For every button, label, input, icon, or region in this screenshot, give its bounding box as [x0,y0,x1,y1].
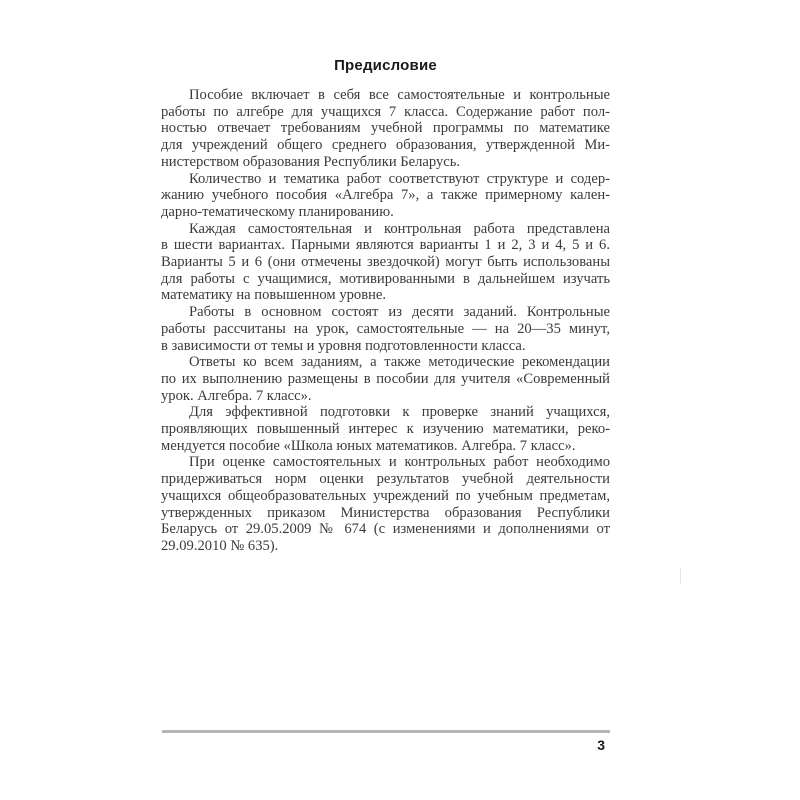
text-line: нистерством образования Республики Беларусь. [161,153,461,170]
text-line: Беларусь от 29.05.2009 № 674 (с изменениями и дополнениями от [161,521,610,538]
text-line: учащихся общеобразовательных учреждений по учебным предметам, [161,487,610,504]
text-line: 29.09.2010 № 635). [161,537,279,554]
footer-rule [162,730,610,733]
text-line: При оценке самостоятельных и контрольных работ необходимо [189,454,610,471]
paragraph [161,354,610,404]
text-line: жанию учебного пособия «Алгебра 7», а также примерному кален- [161,187,610,204]
text-line: для работы с учащимися, мотивированными в дальнейшем изучать [161,270,610,287]
text-line: Пособие включает в себя все самостоятельные и контрольные [189,87,610,103]
text-line: Для эффективной подготовки к проверке знаний учащихся, [189,404,610,421]
text-line: Ответы ко всем заданиям, а также методические рекомендации [189,354,610,371]
paragraph [161,87,610,171]
text-line: Каждая самостоятельная и контрольная работа представлена [189,220,610,237]
text-line: Работы в основном состоят из десяти заданий. Контрольные [189,304,610,321]
paragraph [161,304,610,354]
text-line: работы по алгебре для учащихся 7 класса. Содержание работ пол- [161,103,610,120]
paragraph [161,454,610,554]
text-line: проявляющих повышенный интерес к изучению математики, реко- [161,421,610,438]
page-edge-mark [680,568,681,584]
text-line: в зависимости от темы и уровня подготовленности класса. [161,337,526,354]
text-line: для учреждений общего среднего образования, утвержденной Ми- [161,137,610,154]
text-line: урок. Алгебра. 7 класс». [161,387,312,404]
text-line: утвержденных приказом Министерства образования Республики [161,504,610,521]
text-line: работы рассчитаны на урок, самостоятельные — на 20—35 минут, [161,320,610,337]
text-line: Варианты 5 и 6 (они отмечены звездочкой) могут быть использованы [161,254,610,271]
text-line: дарно-тематическому планированию. [161,203,394,220]
paragraph [161,171,610,221]
page-title: Предисловие [334,57,437,74]
text-line: в шести вариантах. Парными являются варианты 1 и 2, 3 и 4, 5 и 6. [161,237,610,254]
text-line: по их выполнению размещены в пособии для учителя «Современный [161,370,610,387]
text-line: ностью отвечает требованиям учебной программы по математике [161,120,610,137]
text-line: мендуется пособие «Школа юных математиков. Алгебра. 7 класс». [161,437,576,454]
paragraph [161,221,610,305]
paragraph [161,404,610,454]
page-number: 3 [597,737,605,753]
text-line: Количество и тематика работ соответствуют структуре и содер- [189,170,610,187]
text-line: придерживаться норм оценки результатов учебной деятельности [161,471,610,488]
text-line: математику на повышенном уровне. [161,287,387,304]
body-text [161,87,610,555]
